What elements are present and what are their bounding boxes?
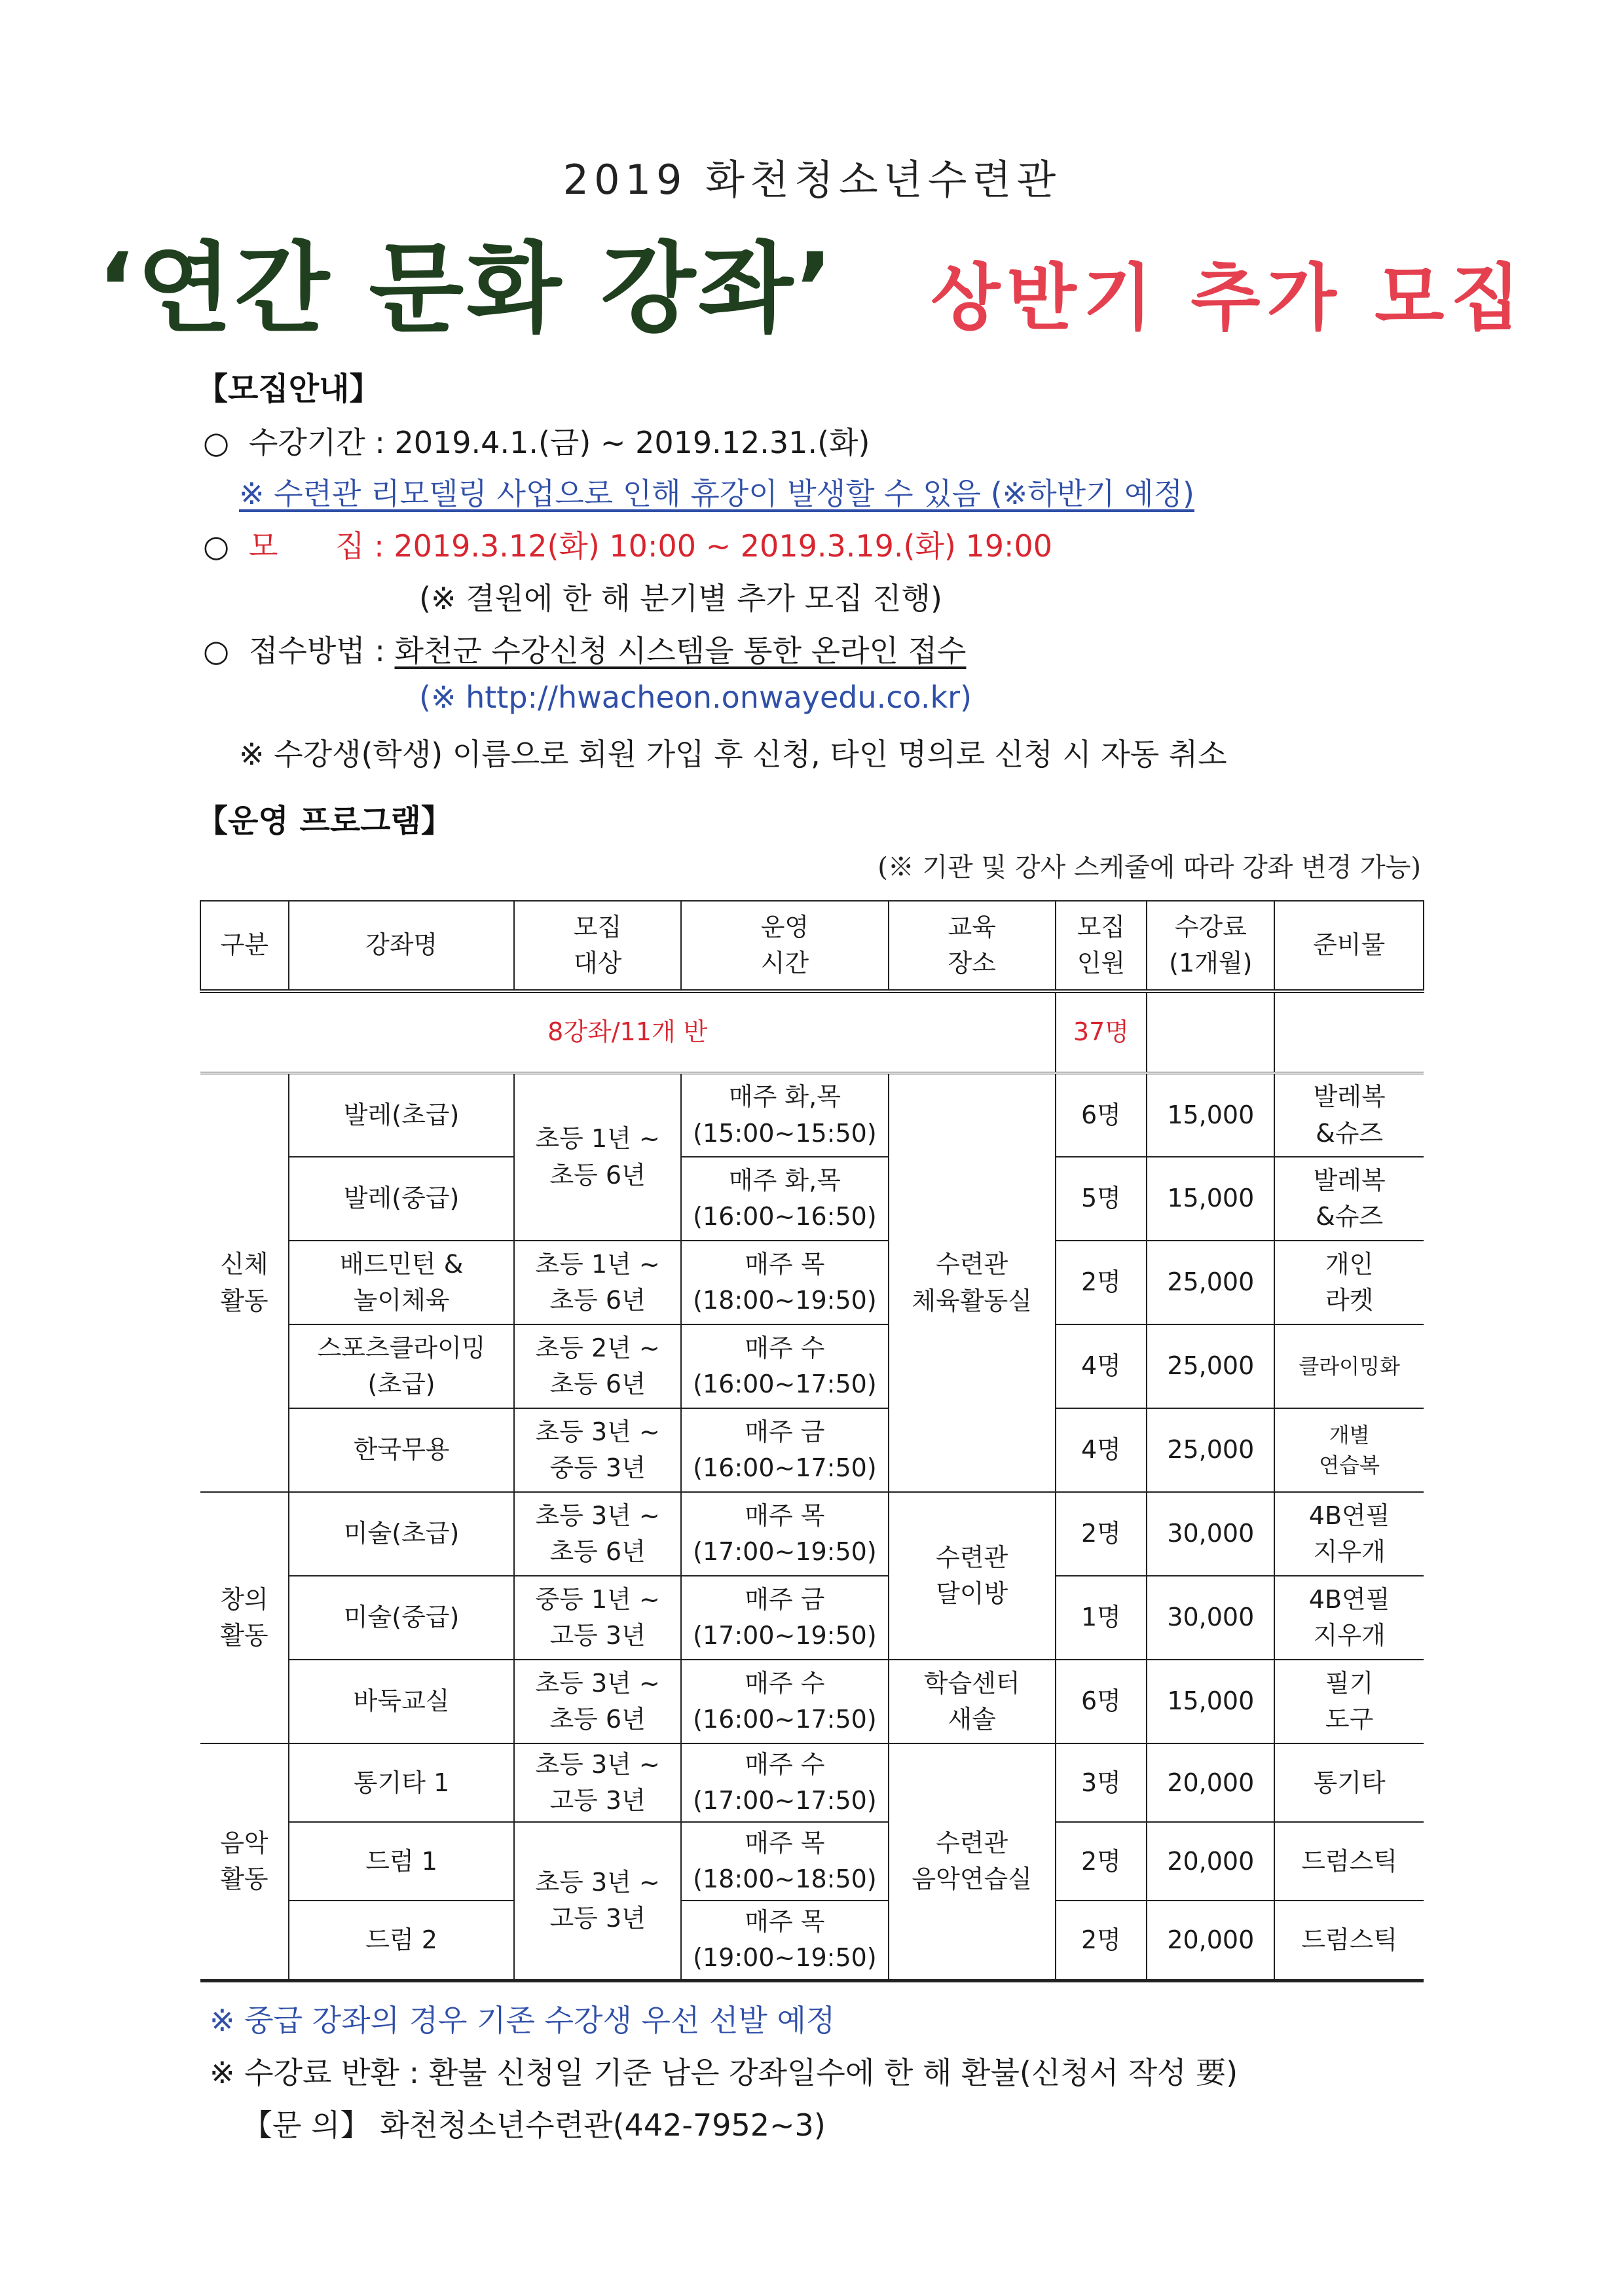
summary-supplies-empty xyxy=(1274,991,1424,1073)
course-time: 매주 목 (18:00~18:50) xyxy=(681,1822,889,1901)
category-music: 음악 활동 xyxy=(200,1743,289,1980)
header-supplies: 준비물 xyxy=(1274,901,1424,991)
header-category: 구분 xyxy=(200,901,289,991)
title-main: ‘연간 문화 강좌’ xyxy=(97,232,836,346)
course-supplies: 개인 라켓 xyxy=(1274,1241,1424,1324)
recruit-label: 모 집 xyxy=(249,528,365,564)
course-count: 6명 xyxy=(1056,1073,1147,1157)
course-target: 초등 1년 ~ 초등 6년 xyxy=(514,1241,681,1324)
method-url-link[interactable]: (※ http://hwacheon.onwayedu.co.kr) xyxy=(419,680,972,715)
course-count: 4명 xyxy=(1056,1408,1147,1492)
course-supplies: 클라이밍화 xyxy=(1274,1324,1424,1408)
course-supplies: 개별 연습복 xyxy=(1274,1408,1424,1492)
course-place-art: 수련관 달이방 xyxy=(889,1492,1056,1660)
course-time: 매주 수 (17:00~17:50) xyxy=(681,1743,889,1822)
course-count: 5명 xyxy=(1056,1157,1147,1241)
course-name: 바둑교실 xyxy=(289,1660,514,1743)
method-label: 접수방법 : xyxy=(249,633,385,668)
course-time: 매주 수 (16:00~17:50) xyxy=(681,1660,889,1743)
header-fee: 수강료 (1개월) xyxy=(1147,901,1274,991)
method-line xyxy=(203,627,966,670)
summary-total: 37명 xyxy=(1056,991,1147,1073)
course-supplies: 발레복 &슈즈 xyxy=(1274,1073,1424,1157)
course-name: 드럼 1 xyxy=(289,1822,514,1901)
course-supplies: 4B연필 지우개 xyxy=(1274,1492,1424,1576)
course-fee: 30,000 xyxy=(1147,1576,1274,1660)
course-supplies: 4B연필 지우개 xyxy=(1274,1576,1424,1660)
course-count: 2명 xyxy=(1056,1492,1147,1576)
program-note: (※ 기관 및 강사 스케줄에 따라 강좌 변경 가능) xyxy=(877,852,1421,883)
course-place-gym: 수련관 체육활동실 xyxy=(889,1073,1056,1492)
course-target: 초등 3년 ~ 초등 6년 xyxy=(514,1660,681,1743)
course-fee: 20,000 xyxy=(1147,1822,1274,1901)
table-row xyxy=(200,1576,1424,1660)
priority-note: ※ 중급 강좌의 경우 기존 수강생 우선 선발 예정 xyxy=(210,2003,836,2038)
course-fee: 20,000 xyxy=(1147,1901,1274,1980)
period-value: : 2019.4.1.(금) ~ 2019.12.31.(화) xyxy=(375,425,870,460)
method-value: 화천군 수강신청 시스템을 통한 온라인 접수 xyxy=(394,633,967,668)
refund-note: ※ 수강료 반환 : 환불 신청일 기준 남은 강좌일수에 한 해 환불(신청서 작성 要) xyxy=(210,2055,1238,2090)
recruit-note: (※ 결원에 한 해 분기별 추가 모집 진행) xyxy=(419,581,942,616)
course-count: 2명 xyxy=(1056,1901,1147,1980)
course-count: 4명 xyxy=(1056,1324,1147,1408)
course-count: 2명 xyxy=(1056,1241,1147,1324)
header-target: 모집 대상 xyxy=(514,901,681,991)
table-row xyxy=(200,1822,1424,1901)
course-name: 스포츠클라이밍 (초급) xyxy=(289,1324,514,1408)
course-fee: 15,000 xyxy=(1147,1660,1274,1743)
course-target: 초등 3년 ~ 고등 3년 xyxy=(514,1743,681,1822)
recruit-line xyxy=(203,522,1052,566)
course-time: 매주 금 (16:00~17:50) xyxy=(681,1408,889,1492)
summary-row xyxy=(200,991,1424,1073)
circle-bullet-icon: ○ xyxy=(203,425,230,460)
course-target: 초등 1년 ~ 초등 6년 xyxy=(514,1073,681,1241)
course-fee: 25,000 xyxy=(1147,1241,1274,1324)
course-count: 1명 xyxy=(1056,1576,1147,1660)
course-time: 매주 화,목 (16:00~16:50) xyxy=(681,1157,889,1241)
document-title xyxy=(0,210,1624,351)
course-time: 매주 목 (17:00~19:50) xyxy=(681,1492,889,1576)
course-target: 초등 2년 ~ 초등 6년 xyxy=(514,1324,681,1408)
title-sub: 상반기 추가 모집 xyxy=(931,256,1527,340)
course-time: 매주 금 (17:00~19:50) xyxy=(681,1576,889,1660)
table-header-row xyxy=(200,901,1424,991)
course-target: 초등 3년 ~ 초등 6년 xyxy=(514,1492,681,1576)
course-count: 2명 xyxy=(1056,1822,1147,1901)
table-row xyxy=(200,1073,1424,1157)
table-row xyxy=(200,1660,1424,1743)
course-fee: 15,000 xyxy=(1147,1157,1274,1241)
course-supplies: 발레복 &슈즈 xyxy=(1274,1157,1424,1241)
program-table xyxy=(200,900,1424,1982)
course-name: 통기타 1 xyxy=(289,1743,514,1822)
header-course: 강좌명 xyxy=(289,901,514,991)
summary-fee-empty xyxy=(1147,991,1274,1073)
course-time: 매주 수 (16:00~17:50) xyxy=(681,1324,889,1408)
course-fee: 30,000 xyxy=(1147,1492,1274,1576)
table-row xyxy=(200,1241,1424,1324)
course-name: 발레(초급) xyxy=(289,1073,514,1157)
course-fee: 15,000 xyxy=(1147,1073,1274,1157)
course-supplies: 드럼스틱 xyxy=(1274,1822,1424,1901)
course-name: 미술(중급) xyxy=(289,1576,514,1660)
section-program-heading: 【운영 프로그램】 xyxy=(196,803,452,839)
contact-info: 【문 의】 화천청소년수련관(442-7952~3) xyxy=(242,2107,826,2143)
header-count: 모집 인원 xyxy=(1056,901,1147,991)
course-count: 3명 xyxy=(1056,1743,1147,1822)
table-row xyxy=(200,1743,1424,1822)
course-name: 미술(초급) xyxy=(289,1492,514,1576)
header-place: 교육 장소 xyxy=(889,901,1056,991)
summary-courses: 8강좌/11개 반 xyxy=(200,991,1056,1073)
table-row xyxy=(200,1492,1424,1576)
course-name: 배드민턴 & 놀이체육 xyxy=(289,1241,514,1324)
course-supplies: 필기 도구 xyxy=(1274,1660,1424,1743)
course-time: 매주 목 (18:00~19:50) xyxy=(681,1241,889,1324)
table-row xyxy=(200,1408,1424,1492)
course-target: 초등 3년 ~ 중등 3년 xyxy=(514,1408,681,1492)
header-time: 운영 시간 xyxy=(681,901,889,991)
course-place-music: 수련관 음악연습실 xyxy=(889,1743,1056,1980)
category-creative: 창의 활동 xyxy=(200,1492,289,1743)
course-name: 한국무용 xyxy=(289,1408,514,1492)
circle-bullet-icon: ○ xyxy=(203,528,230,564)
course-target: 중등 1년 ~ 고등 3년 xyxy=(514,1576,681,1660)
document-subtitle: 2019 화천청소년수련관 xyxy=(563,156,1061,204)
category-body: 신체 활동 xyxy=(200,1073,289,1492)
period-label: 수강기간 xyxy=(249,425,365,460)
period-note: ※ 수련관 리모델링 사업으로 인해 휴강이 발생할 수 있음 (※하반기 예정) xyxy=(239,476,1194,511)
table-row xyxy=(200,1324,1424,1408)
table-row xyxy=(200,1901,1424,1980)
course-time: 매주 목 (19:00~19:50) xyxy=(681,1901,889,1980)
course-time: 매주 화,목 (15:00~15:50) xyxy=(681,1073,889,1157)
course-place-learn: 학습센터 새솔 xyxy=(889,1660,1056,1743)
table-row xyxy=(200,1157,1424,1241)
circle-bullet-icon: ○ xyxy=(203,633,230,668)
section-recruit-heading: 【모집안내】 xyxy=(196,371,381,407)
course-supplies: 통기타 xyxy=(1274,1743,1424,1822)
course-name: 드럼 2 xyxy=(289,1901,514,1980)
period-line xyxy=(203,419,870,462)
course-count: 6명 xyxy=(1056,1660,1147,1743)
member-note: ※ 수강생(학생) 이름으로 회원 가입 후 신청, 타인 명의로 신청 시 자동 취소 xyxy=(239,737,1227,772)
course-fee: 25,000 xyxy=(1147,1324,1274,1408)
course-fee: 25,000 xyxy=(1147,1408,1274,1492)
course-fee: 20,000 xyxy=(1147,1743,1274,1822)
course-target: 초등 3년 ~ 고등 3년 xyxy=(514,1822,681,1980)
course-name: 발레(중급) xyxy=(289,1157,514,1241)
course-supplies: 드럼스틱 xyxy=(1274,1901,1424,1980)
recruit-value: : 2019.3.12(화) 10:00 ~ 2019.3.19.(화) 19:00 xyxy=(374,528,1053,564)
